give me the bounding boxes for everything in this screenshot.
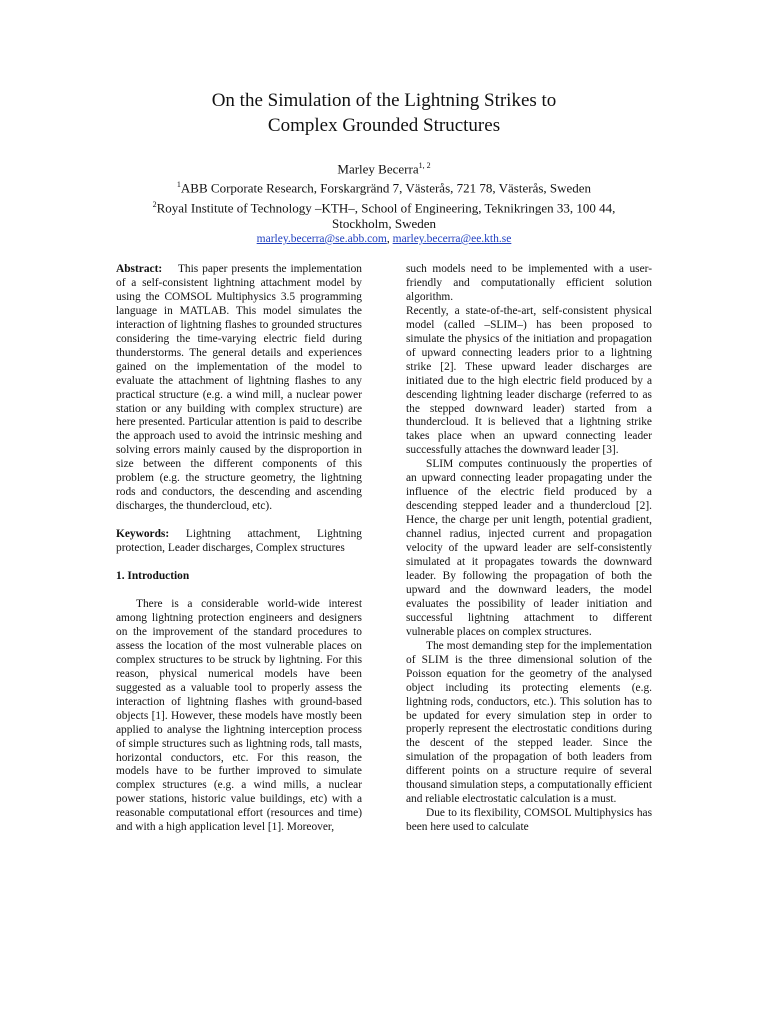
author-block <box>0 158 768 246</box>
affiliation-2-line-2: Stockholm, Sweden <box>332 215 436 231</box>
section-heading-introduction: 1. Introduction <box>116 570 190 583</box>
email-link-abb[interactable]: marley.becerra@se.abb.com <box>256 232 387 245</box>
abstract-text: This paper presents the implementation of a self-consistent lightning attachment model by using the COMSOL Multiphysics 3.5 programming language in MATLAB. This model simulates the interaction of lightning flashes to grounded structures considering the time-varying electric field during thunderstorms. The general details and experiences gained on the implementation of the model to evaluate the attachment of lightning flashes to any practical structure (e.g. a wind mill, a nuclear power station or any building with complex structure) are here presented. Particular attention is paid to describe the approach used to avoid the intrinsic meshing and solving errors mainly caused by the disproportion in size between the different components of this problem (e.g. the structure geometry, the lightning rods and conductors, the descending and ascending discharges, the thundercloud, etc). <box>116 263 362 513</box>
right-column <box>406 263 652 835</box>
keywords-label: Keywords: <box>116 528 170 541</box>
paper-header <box>0 88 768 246</box>
left-column <box>116 263 362 835</box>
author-name: Marley Becerra <box>337 161 419 177</box>
intro-paragraph-4: The most demanding step for the implementation of SLIM is the three dimensional solution of the Poisson equation for the geometry of the analysed object including its protecting elements (e.g. lightning rods, conductors, etc.). This solution has to be updated for every simulation step in order to properly represent the electrostatic conditions during the descent of the stepped leader. Since the simulation of the propagation of both leaders from different points on a structure require of several thousand simulation steps, a computationally efficient and reliable electrostatic calculation is a must. <box>406 639 652 806</box>
intro-paragraph-1-continued: such models need to be implemented with a user-friendly and computationally efficient solution algorithm. <box>406 263 652 303</box>
author-line <box>0 158 768 177</box>
keywords-text: Lightning attachment, Lightning protection, Leader discharges, Complex structures <box>116 528 362 555</box>
email-link-kth[interactable]: marley.becerra@ee.kth.se <box>392 232 512 245</box>
affiliation-1 <box>0 177 768 196</box>
affiliation-2-sup: 2 <box>152 199 157 209</box>
affiliation-1-text: ABB Corporate Research, Forskargränd 7, Västerås, 721 78, Västerås, Sweden <box>180 180 592 196</box>
affiliation-1-sup: 1 <box>176 180 181 190</box>
title-line-1: On the Simulation of the Lightning Strikes to <box>211 90 557 111</box>
title-line-2: Complex Grounded Structures <box>267 115 501 136</box>
intro-paragraph-2: Recently, a state-of-the-art, self-consistent physical model (called –SLIM–) has been proposed to simulate the physics of the initiation and propagation of upward connecting leaders prior to a lightning strike [2]. These upward leader discharges are initiated due to the high electric field produced by a descending lightning leader discharge (referred to as the stepped downward leader) started from a thundercloud. It is believed that a lightning strike takes place when an upward connecting leader successfully attaches the downward leader [3]. <box>406 304 652 457</box>
email-line <box>0 232 768 246</box>
keywords <box>116 528 362 556</box>
email-separator: , <box>386 232 393 245</box>
author-sup: 1, 2 <box>418 161 431 170</box>
intro-paragraph-5: Due to its flexibility, COMSOL Multiphysics has been here used to calculate <box>406 807 652 834</box>
paper-title <box>0 88 768 138</box>
abstract-label: Abstract: <box>116 263 163 275</box>
affiliation-2-line-1: Royal Institute of Technology –KTH–, School of Engineering, Teknikringen 33, 100 44, <box>156 199 616 215</box>
abstract <box>116 263 362 514</box>
intro-paragraph-3: SLIM computes continuously the properties of an upward connecting leader propagating under the influence of the electric field produced by a descending stepped leader and a thundercloud [2]. Hence, the charge per unit length, potential gradient, channel radius, injected current and propagation velocity of the upward leader are self-consistently simulated at it propagates towards the downward leader. By following the propagation of both the upward and the downward leaders, the model evaluates the possibility of leader initiation and successful lightning attachment to different vulnerable places on complex structures. <box>406 458 652 638</box>
affiliation-2 <box>0 197 768 216</box>
intro-paragraph-1: There is a considerable world-wide interest among lightning protection engineers and designers on the improvement of the standard procedures to assess the location of the most vulnerable places on complex structures to be struck by lightning. For this reason, physical numerical models have been suggested as a valuable tool to properly assess the interaction of lightning flashes with ground-based objects [1]. However, these models have mostly been applied to analyse the lightning interception process of simple structures such as lightning rods, tall masts, horizontal conductors, etc. For this reason, the models have to be further improved to simulate complex structures (e.g. a wind mills, a nuclear power stations, historic value buildings, etc) with a reasonable computational effort (resources and time) and with a high application level [1]. Moreover, <box>116 598 362 834</box>
